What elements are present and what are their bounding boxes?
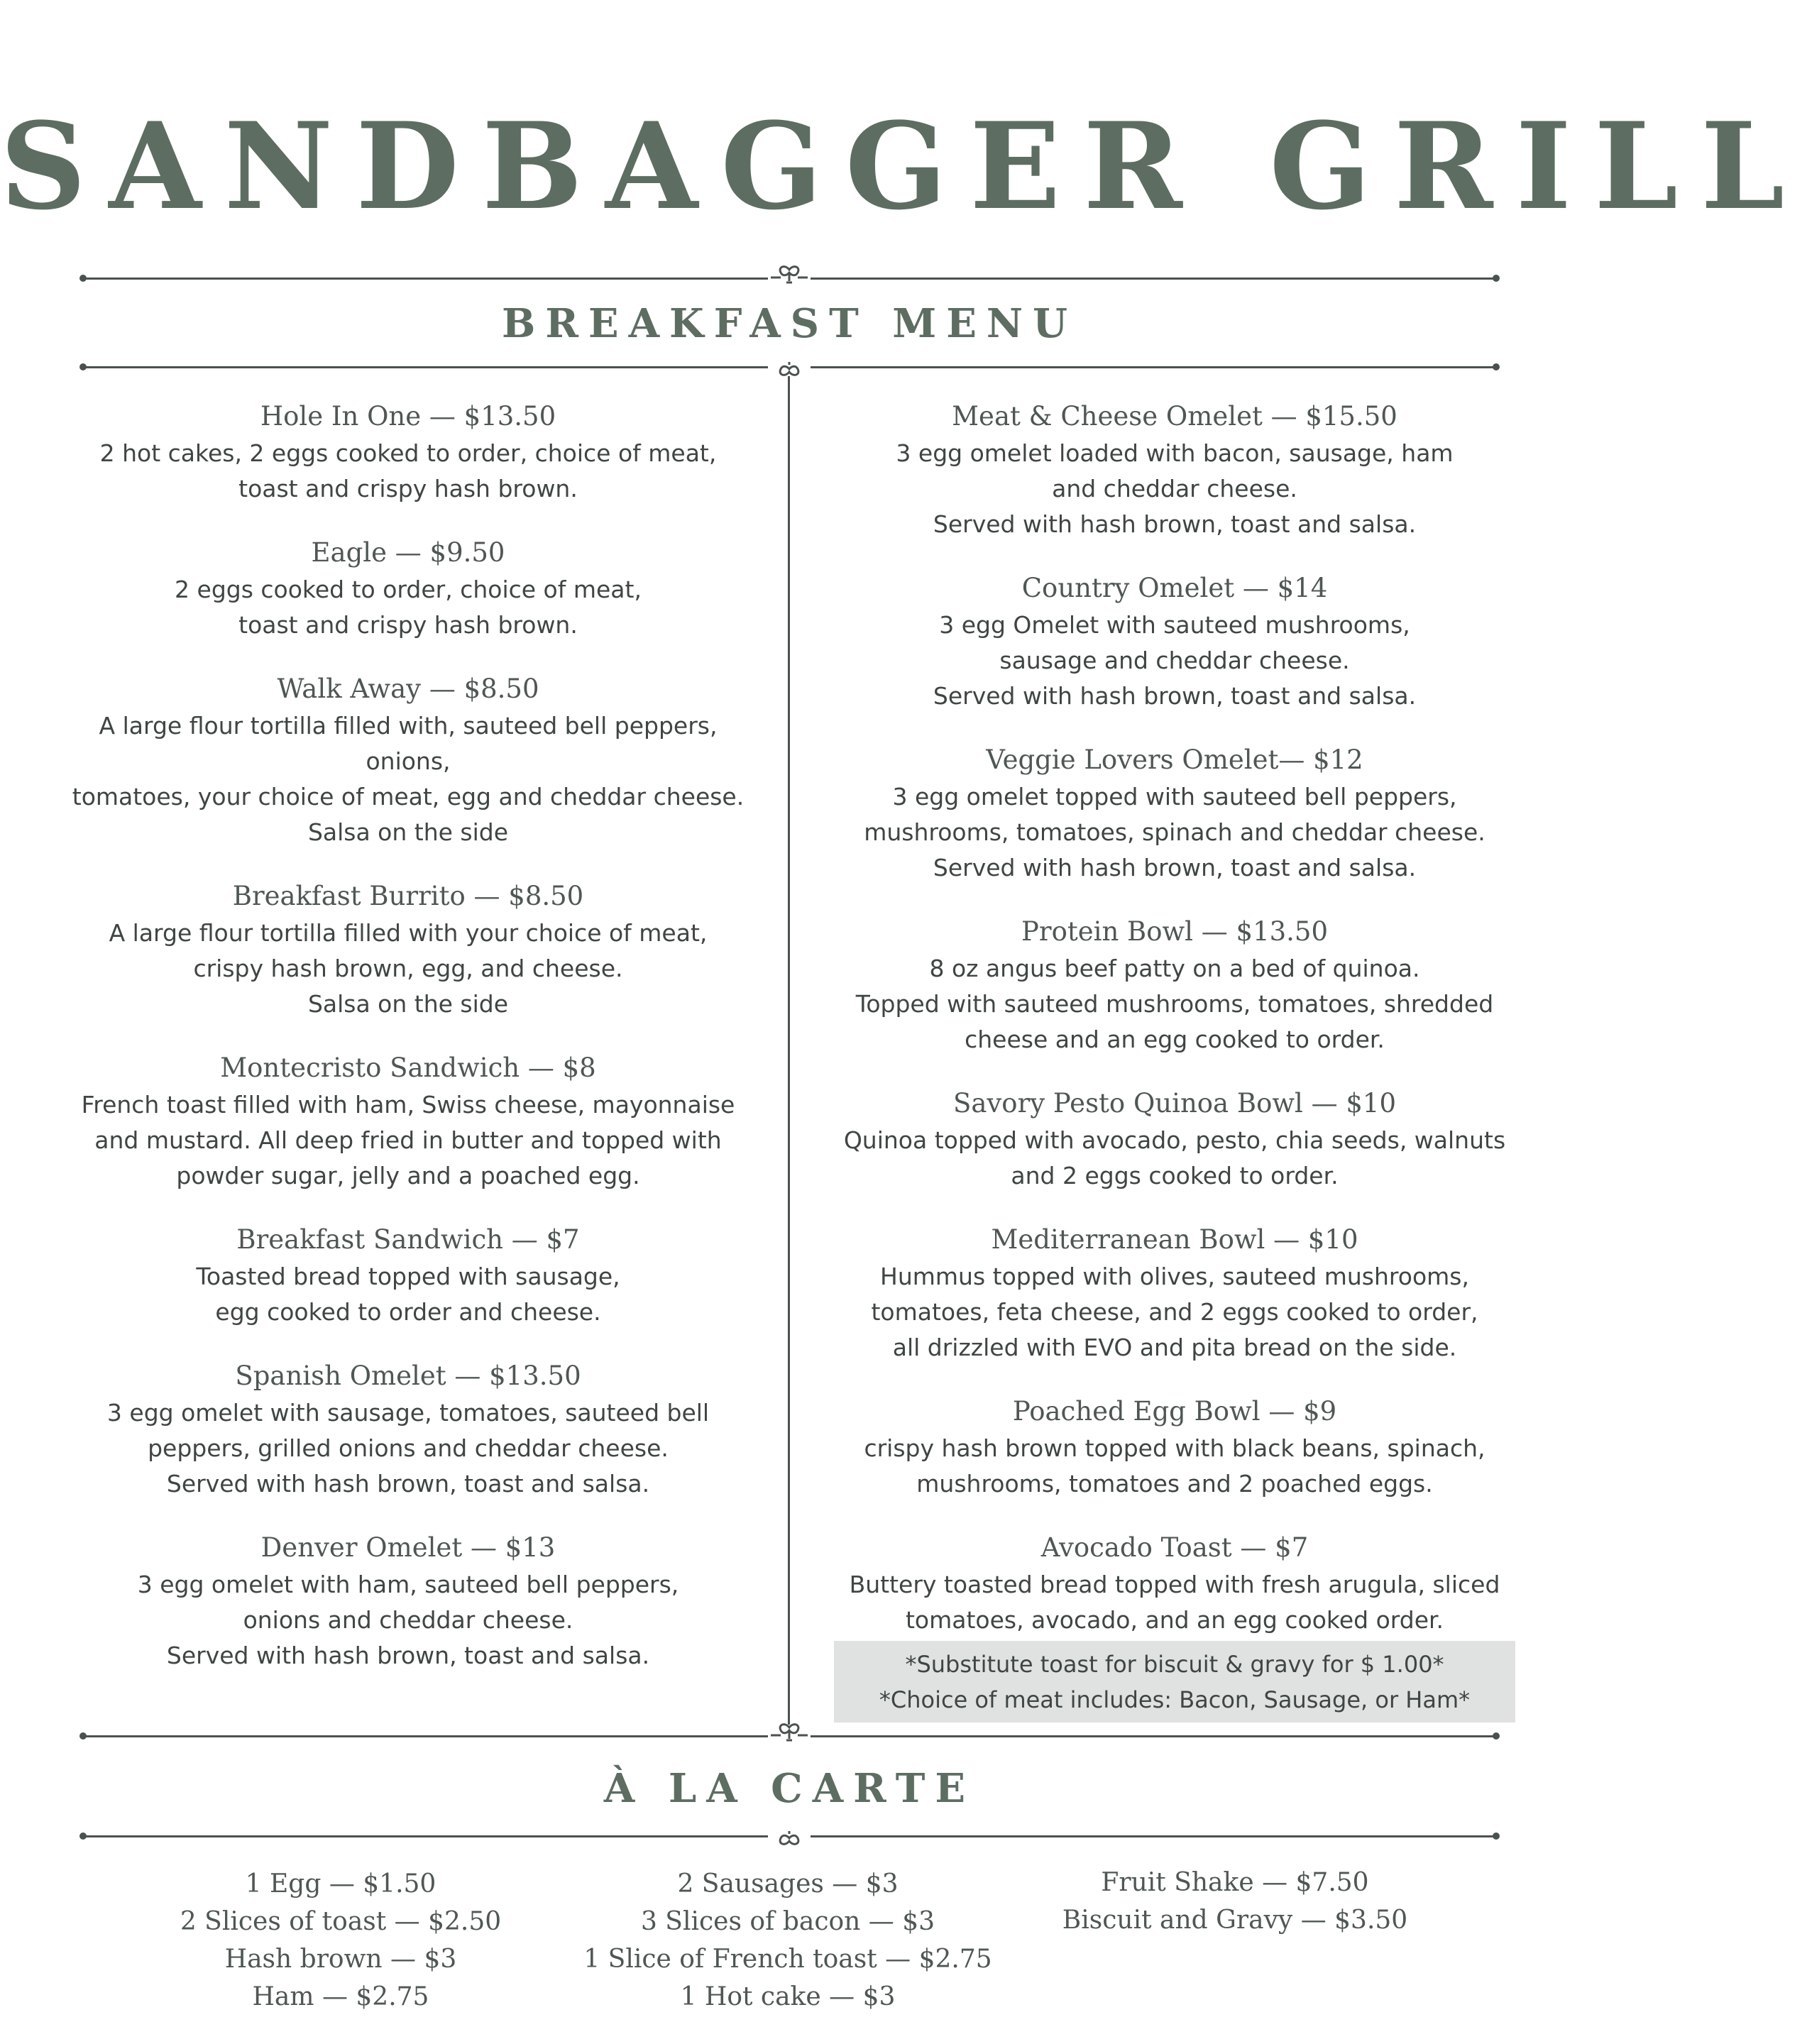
menu-item-desc: Quinoa topped with avocado, pesto, chia seeds, walnuts xyxy=(843,1126,1506,1154)
a-la-carte-heading: À LA CARTE xyxy=(603,1765,976,1812)
menu-item xyxy=(827,1221,1522,1366)
menu-item xyxy=(57,534,759,643)
carte-column-1 xyxy=(128,1865,554,2016)
menu-item-title: Savory Pesto Quinoa Bowl — $10 xyxy=(953,1088,1396,1119)
menu-item-title: Montecristo Sandwich — $8 xyxy=(220,1053,596,1083)
menu-item-desc: powder sugar, jelly and a poached egg. xyxy=(176,1162,640,1189)
menu-item-desc: toast and crispy hash brown. xyxy=(238,475,578,502)
menu-item-desc: Toasted bread topped with sausage, xyxy=(196,1263,620,1290)
menu-item xyxy=(57,877,759,1022)
breakfast-right-column xyxy=(827,397,1522,1665)
menu-item-desc: mushrooms, tomatoes and 2 poached eggs. xyxy=(916,1470,1433,1498)
carte-item: 1 Slice of French toast — $2.75 xyxy=(583,1945,992,1974)
carte-item: Ham — $2.75 xyxy=(252,1982,429,2011)
carte-item: Hash brown — $3 xyxy=(224,1945,457,1974)
menu-item-desc: tomatoes, avocado, and an egg cooked order. xyxy=(905,1606,1444,1634)
menu-item-title: Denver Omelet — $13 xyxy=(260,1532,556,1563)
menu-item xyxy=(57,397,759,507)
menu-item-desc: 3 egg omelet with sausage, tomatoes, sauteed bell xyxy=(106,1399,710,1427)
menu-item-title: Mediterranean Bowl — $10 xyxy=(991,1224,1358,1255)
menu-item-desc: 2 hot cakes, 2 eggs cooked to order, choice of meat, xyxy=(99,439,717,467)
menu-item xyxy=(827,1084,1522,1194)
carte-item: Fruit Shake — $7.50 xyxy=(1101,1868,1369,1897)
menu-item-desc: A large flour tortilla filled with, sauteed bell peppers, onions, xyxy=(99,712,718,775)
menu-item-desc: onions and cheddar cheese. xyxy=(243,1606,573,1634)
menu-item-desc: 3 egg omelet topped with sauteed bell peppers, xyxy=(892,783,1457,811)
column-divider xyxy=(788,376,790,1725)
menu-item-desc: crispy hash brown, egg, and cheese. xyxy=(193,955,623,982)
menu-item-title: Breakfast Sandwich — $7 xyxy=(236,1224,580,1255)
carte-item: Biscuit and Gravy — $3.50 xyxy=(1062,1906,1408,1935)
menu-item-desc: Served with hash brown, toast and salsa. xyxy=(933,510,1417,538)
menu-item-desc: egg cooked to order and cheese. xyxy=(215,1298,601,1326)
menu-item-title: Poached Egg Bowl — $9 xyxy=(1012,1396,1337,1427)
carte-item: 1 Hot cake — $3 xyxy=(680,1982,896,2011)
menu-item-desc: 3 egg omelet with ham, sauteed bell peppers, xyxy=(137,1571,679,1598)
menu-item-desc: sausage and cheddar cheese. xyxy=(999,647,1350,674)
menu-item-title: Hole In One — $13.50 xyxy=(260,401,556,432)
carte-item: 2 Sausages — $3 xyxy=(677,1869,899,1899)
menu-item-desc: 2 eggs cooked to order, choice of meat, xyxy=(175,576,642,603)
menu-item-title: Avocado Toast — $7 xyxy=(1040,1532,1309,1563)
menu-item-desc: French toast filled with ham, Swiss cheese, mayonnaise xyxy=(81,1091,735,1119)
carte-column-2 xyxy=(561,1865,1015,2016)
menu-item-desc: and 2 eggs cooked to order. xyxy=(1011,1162,1339,1189)
note-line: *Choice of meat includes: Bacon, Sausage, or Ham* xyxy=(879,1686,1471,1713)
menu-item xyxy=(827,1392,1522,1502)
menu-item xyxy=(57,1049,759,1194)
menu-item xyxy=(827,397,1522,542)
breakfast-menu-heading: BREAKFAST MENU xyxy=(502,300,1077,347)
menu-item xyxy=(57,1357,759,1502)
menu-item-desc: A large flour tortilla filled with your choice of meat, xyxy=(109,919,708,947)
carte-item: 1 Egg — $1.50 xyxy=(245,1869,436,1899)
menu-item-desc: Salsa on the side xyxy=(307,818,509,846)
menu-item-title: Protein Bowl — $13.50 xyxy=(1021,916,1328,947)
menu-item-desc: toast and crispy hash brown. xyxy=(238,611,578,639)
menu-item-title: Spanish Omelet — $13.50 xyxy=(235,1361,581,1391)
menu-item-desc: Served with hash brown, toast and salsa. xyxy=(166,1642,650,1669)
ornament-icon xyxy=(768,1719,811,1747)
menu-item-desc: all drizzled with EVO and pita bread on the side. xyxy=(892,1334,1457,1361)
menu-item-desc: Served with hash brown, toast and salsa. xyxy=(933,682,1417,710)
menu-item-title: Walk Away — $8.50 xyxy=(277,674,539,704)
menu-item-title: Breakfast Burrito — $8.50 xyxy=(232,881,584,911)
menu-item-desc: tomatoes, your choice of meat, egg and cheddar cheese. xyxy=(72,783,745,811)
restaurant-title: SANDBAGGER GRILL xyxy=(0,96,1807,236)
menu-item-desc: mushrooms, tomatoes, spinach and cheddar cheese. xyxy=(864,818,1485,846)
substitution-note xyxy=(834,1641,1515,1722)
menu-item-desc: cheese and an egg cooked to order. xyxy=(965,1026,1385,1053)
menu-item-desc: 8 oz angus beef patty on a bed of quinoa. xyxy=(929,955,1420,982)
menu-item-title: Meat & Cheese Omelet — $15.50 xyxy=(952,401,1397,432)
note-line: *Substitute toast for biscuit & gravy for $ 1.00* xyxy=(905,1651,1444,1678)
menu-item-desc: crispy hash brown topped with black beans, spinach, xyxy=(864,1434,1485,1462)
menu-item xyxy=(827,1529,1522,1638)
carte-column-3 xyxy=(1022,1864,1448,1939)
carte-item: 2 Slices of toast — $2.50 xyxy=(180,1907,502,1936)
ornament-icon xyxy=(768,261,811,290)
menu-item-desc: Topped with sauteed mushrooms, tomatoes, shredded xyxy=(855,990,1494,1018)
menu-item xyxy=(827,913,1522,1057)
menu-item xyxy=(827,741,1522,886)
menu-item-desc: Buttery toasted bread topped with fresh arugula, sliced xyxy=(849,1571,1500,1598)
menu-item-desc: Served with hash brown, toast and salsa. xyxy=(933,854,1417,881)
ornament-icon xyxy=(768,1831,811,1859)
breakfast-left-column xyxy=(57,397,759,1700)
menu-item-desc: and cheddar cheese. xyxy=(1052,475,1297,502)
menu-item-desc: 3 egg Omelet with sauteed mushrooms, xyxy=(939,611,1410,639)
menu-item-title: Country Omelet — $14 xyxy=(1021,573,1328,603)
menu-item-title: Eagle — $9.50 xyxy=(311,537,505,568)
menu-item xyxy=(57,670,759,850)
menu-item-title: Veggie Lovers Omelet— $12 xyxy=(986,744,1363,775)
menu-item-desc: Hummus topped with olives, sauteed mushrooms, xyxy=(880,1263,1469,1290)
menu-item-desc: tomatoes, feta cheese, and 2 eggs cooked to order, xyxy=(871,1298,1478,1326)
menu-item xyxy=(57,1221,759,1330)
menu-item-desc: 3 egg omelet loaded with bacon, sausage, ham xyxy=(896,439,1454,467)
menu-item-desc: Served with hash brown, toast and salsa. xyxy=(166,1470,650,1498)
carte-item: 3 Slices of bacon — $3 xyxy=(640,1907,935,1936)
menu-item-desc: and mustard. All deep fried in butter and topped with xyxy=(94,1126,722,1154)
menu-item xyxy=(827,569,1522,714)
menu-item-desc: peppers, grilled onions and cheddar cheese. xyxy=(148,1434,669,1462)
menu-item-desc: Salsa on the side xyxy=(307,990,509,1018)
menu-item xyxy=(57,1529,759,1674)
